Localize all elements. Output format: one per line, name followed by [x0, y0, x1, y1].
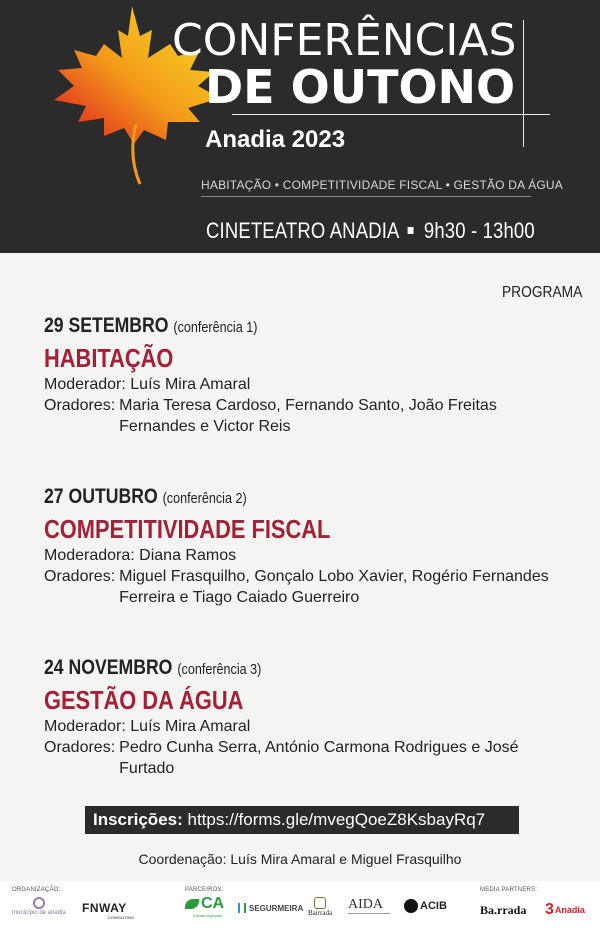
session-speakers — [44, 737, 584, 779]
registration-link[interactable]: https://forms.gle/mvegQoeZ8KsbayRq7 — [187, 810, 486, 829]
bairrada-name: Bairrada — [308, 909, 333, 917]
registration-label: Inscrições: — [93, 810, 183, 829]
fnway-sub: CONSULTING — [108, 915, 134, 920]
aida-logo — [348, 897, 390, 919]
program-label: PROGRAMA — [502, 284, 583, 301]
ca-sub: Crédito Agrícola — [193, 913, 222, 918]
session-title: COMPETITIVIDADE FISCAL — [44, 514, 331, 544]
date-text: 24 NOVEMBRO — [44, 656, 173, 679]
session-title: HABITAÇÃO — [44, 343, 174, 373]
speakers-list: Miguel Frasquilho, Gonçalo Lobo Xavier, Rogério Fernandes Ferreira e Tiago Caiado Guerreiro — [119, 568, 549, 606]
bairrada-logo — [308, 897, 332, 917]
acib-logo — [404, 899, 447, 913]
municipio-name: município de anadia — [12, 910, 66, 916]
bairrada-media-name: Ba.rrada — [480, 903, 527, 917]
ca-leaf-icon — [185, 899, 199, 909]
organizacao-label: ORGANIZAÇÃO: — [12, 887, 61, 893]
segurmeira-icon — [238, 903, 246, 913]
topics-underline — [201, 196, 531, 197]
speakers-list: Pedro Cunha Serra, António Carmona Rodrigues e José Furtado — [119, 739, 519, 777]
session-1 — [44, 314, 584, 437]
footer-logos — [0, 881, 600, 931]
event-time: 9h30 - 13h00 — [423, 218, 535, 243]
conference-number: (conferência 2) — [162, 490, 247, 507]
parceiros-label: PARCEIROS: — [185, 887, 224, 893]
coordination-text: Coordenação: Luís Mira Amaral e Miguel Frasquilho — [138, 851, 462, 867]
segurmeira-name: SEGURMEIRA — [249, 903, 304, 913]
conference-number: (conferência 3) — [177, 661, 262, 678]
credito-agricola-logo — [185, 895, 224, 918]
session-moderator: Moderador: Luís Mira Amaral — [44, 376, 251, 393]
square-bullet-icon — [408, 227, 414, 234]
media-partners-label: MEDIA PARTNERS: — [480, 887, 538, 893]
header-banner — [0, 0, 600, 253]
aida-underline — [348, 913, 390, 919]
event-title-line2: DE OUTONO — [205, 60, 516, 114]
session-date — [44, 314, 257, 338]
divider-horizontal — [232, 114, 550, 115]
venue-time — [206, 218, 535, 244]
segurmeira-logo — [238, 903, 303, 913]
conference-number: (conferência 1) — [173, 319, 258, 336]
anadia-media-logo — [545, 901, 585, 919]
municipio-logo — [12, 897, 66, 916]
bairrada-emblem-icon — [314, 897, 326, 909]
session-moderator: Moderador: Luís Mira Amaral — [44, 718, 251, 735]
ca-name: CA — [201, 895, 225, 912]
speakers-list: Maria Teresa Cardoso, Fernando Santo, João Freitas Fernandes e Victor Reis — [119, 397, 497, 435]
date-text: 29 SETEMBRO — [44, 314, 169, 337]
fnway-logo — [82, 901, 134, 920]
aida-name: AIDA — [348, 897, 383, 912]
anadia-three-icon: 3 — [545, 901, 554, 918]
divider-vertical — [523, 20, 524, 147]
speakers-label: Oradores: — [44, 397, 116, 414]
municipio-emblem-icon — [33, 897, 45, 909]
event-topics: HABITAÇÃO • COMPETITIVIDADE FISCAL • GESTÃO DA ÁGUA — [201, 178, 563, 192]
event-title-line1: CONFERÊNCIAS — [172, 15, 517, 66]
registration-bar — [85, 806, 519, 834]
bairrada-media-logo — [480, 903, 526, 918]
fnway-name: FNWAY — [82, 901, 127, 915]
date-text: 27 OUTUBRO — [44, 485, 158, 508]
acib-icon — [404, 899, 418, 913]
anadia-media-name: Anadia — [554, 905, 585, 915]
session-title: GESTÃO DA ÁGUA — [44, 685, 244, 715]
session-speakers — [44, 566, 584, 608]
session-speakers — [44, 395, 584, 437]
session-moderator: Moderadora: Diana Ramos — [44, 547, 237, 564]
session-2 — [44, 485, 584, 608]
event-subtitle: Anadia 2023 — [205, 126, 346, 153]
acib-name: ACIB — [420, 900, 447, 912]
session-date — [44, 485, 247, 509]
session-date — [44, 656, 261, 680]
speakers-label: Oradores: — [44, 739, 116, 756]
venue-name: CINETEATRO ANADIA — [206, 218, 400, 243]
speakers-label: Oradores: — [44, 568, 116, 585]
ca-mark — [185, 895, 224, 913]
session-3 — [44, 656, 584, 779]
